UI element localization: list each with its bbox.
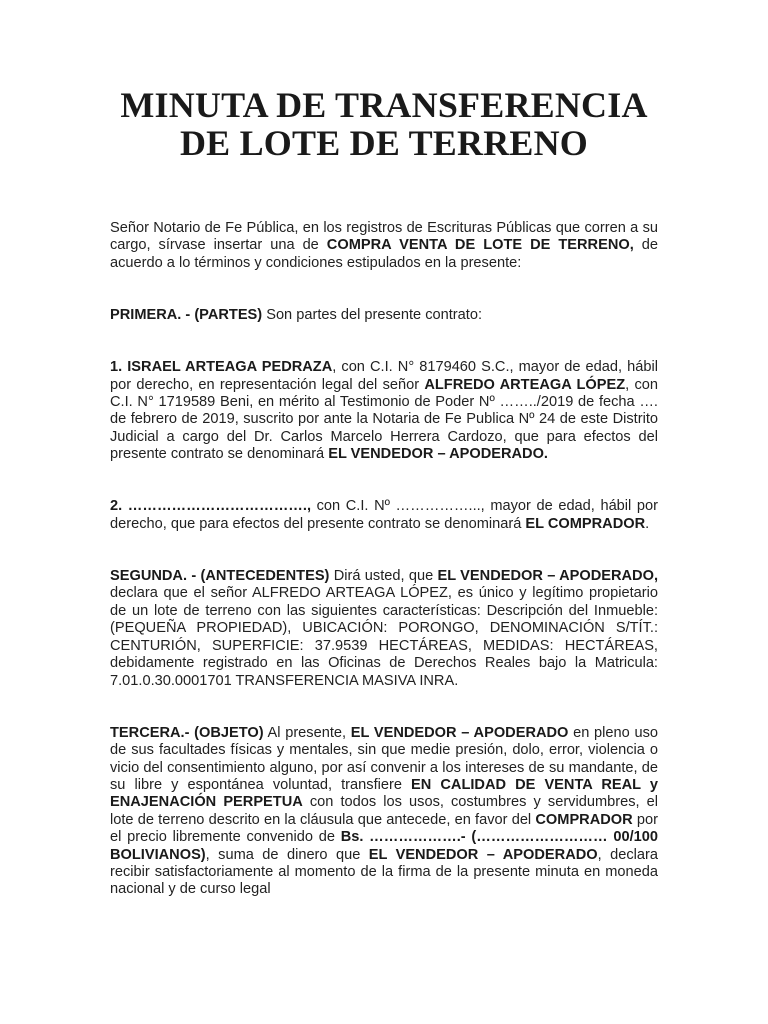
intro-text-2: de acuerdo a lo términos y condiciones estipulados en la presente: — [110, 237, 658, 271]
party-1-text-1: , con C.I. N° 8179460 S.C., mayor de edad, hábil por derecho, en representación legal del señor — [110, 359, 658, 393]
title-line-2: DE LOTE DE TERRENO — [179, 123, 589, 163]
tercera-buyer: COMPRADOR — [535, 811, 633, 828]
segunda-text-2: declara que el señor ALFREDO ARTEAGA LÓPEZ, es único y legítimo propietario de un lote de terreno con las siguientes características: Descripción del Inmueble: (PEQUEÑA PROPIEDAD), UBICACIÓN: PORONGO, DENOMINACIÓN S/TÍT.: CENTURIÓN, SUPERFICIE: 37.9539 HECTÁREAS, MEDIDAS: HECTÁREAS, debidamente registrado en las Oficinas de Derechos Reales bajo la Matricula: 7.01.0.30.0001701 TRANSFERENCIA MASIVA INRA. — [110, 585, 658, 689]
party-1-text-2: , con C.I. N° 1719589 Beni, en mérito al Testimonio de Poder Nº ……../2019 de fecha …. de febrero de 2019, suscrito por ante la Notaria de Fe Publica Nº 24 de este Distrito Judicial a cargo del Dr. Carlos Marcelo Herrera Cardozo, que para efectos del presente contrato se denominará — [110, 376, 658, 463]
party-2-role: EL COMPRADOR — [525, 515, 646, 532]
intro-text-1: Señor Notario de Fe Pública, en los registros de Escrituras Públicas que corren a su cargo, sírvase insertar una de — [110, 220, 658, 254]
segunda-text-1: Dirá usted, que — [329, 568, 438, 585]
intro-paragraph — [110, 220, 658, 272]
tercera-heading: TERCERA.- (OBJETO) — [110, 724, 264, 741]
tercera-role-1: EL VENDEDOR – APODERADO — [350, 724, 569, 741]
party-1-paragraph — [110, 359, 658, 463]
segunda-heading: SEGUNDA. - (ANTECEDENTES) — [110, 568, 330, 585]
party-2-text-1: con C.I. Nº ……………..., mayor de edad, hábil por derecho, que para efectos del presente contrato se denominará — [110, 498, 658, 532]
clause-tercera — [110, 725, 658, 899]
primera-text: Son partes del presente contrato: — [262, 307, 483, 324]
title-line-1: MINUTA DE TRANSFERENCIA — [120, 85, 648, 125]
primera-heading: PRIMERA. - (PARTES) — [110, 307, 263, 324]
tercera-sale-type: EN CALIDAD DE VENTA REAL y ENAJENACIÓN PERPETUA — [110, 776, 658, 811]
party-1-name: 1. ISRAEL ARTEAGA PEDRAZA — [110, 359, 333, 376]
party-2-text-2: . — [645, 515, 650, 532]
party-1-principal: ALFREDO ARTEAGA LÓPEZ — [424, 376, 626, 393]
intro-bold-1: COMPRA VENTA DE LOTE DE TERRENO, — [326, 237, 634, 254]
clause-segunda — [110, 568, 658, 690]
tercera-text-5: , suma de dinero que — [205, 846, 369, 863]
tercera-role-2: EL VENDEDOR – APODERADO — [368, 846, 598, 863]
party-1-role: EL VENDEDOR – APODERADO. — [328, 446, 548, 463]
tercera-text-6: , declara recibir satisfactoriamente al momento de la firma de la presente minuta en moneda nacional y de curso legal — [110, 846, 658, 898]
tercera-text-4: por el precio libremente convenido de — [110, 811, 658, 846]
tercera-text-3: con todos los usos, costumbres y servidumbres, el lote de terreno descrito en la cláusula que antecede, en favor del — [110, 794, 659, 828]
segunda-role: EL VENDEDOR – APODERADO, — [437, 568, 658, 585]
tercera-text-2: en pleno uso de sus facultades físicas y mentales, sin que medie presión, dolo, error, violencia o vicio del consentimiento alguno, por así convenir a los intereses de su mandante, de su libre y espontánea voluntad, transfiere — [110, 724, 659, 793]
document-body — [110, 220, 658, 916]
tercera-price: Bs. ……………….- (……………………… 00/100 BOLIVIANOS) — [110, 829, 658, 863]
clause-primera — [110, 307, 658, 324]
party-2-name: 2. ………………………………., — [110, 498, 312, 515]
document-title — [60, 86, 708, 162]
party-2-paragraph — [110, 498, 658, 533]
tercera-text-1: Al presente, — [263, 724, 351, 741]
